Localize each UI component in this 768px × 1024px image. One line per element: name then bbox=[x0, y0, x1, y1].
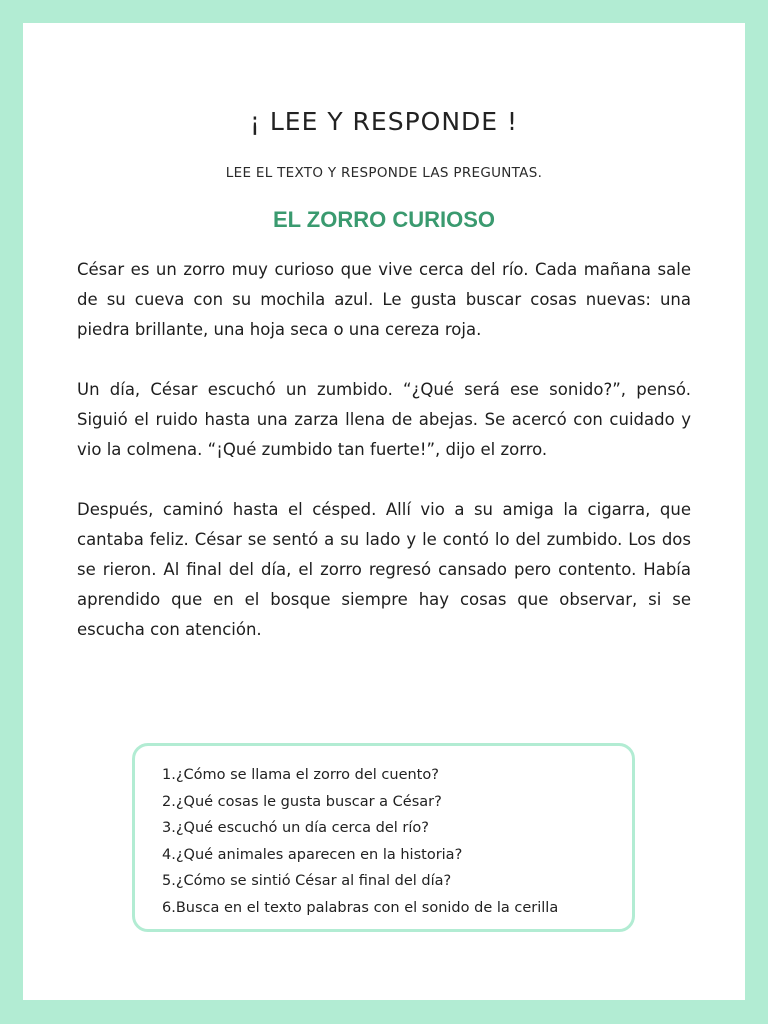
question-4: 4.¿Qué animales aparecen en la historia? bbox=[162, 846, 463, 863]
instruction-text: LEE EL TEXTO Y RESPONDE LAS PREGUNTAS. bbox=[225, 165, 543, 181]
questions-list bbox=[162, 762, 622, 922]
page-title: ¡ LEE Y RESPONDE ! bbox=[249, 107, 519, 136]
question-5: 5.¿Cómo se sintió César al final del día? bbox=[162, 873, 452, 890]
question-3: 3.¿Qué escuchó un día cerca del río? bbox=[162, 820, 429, 837]
question-2: 2.¿Qué cosas le gusta buscar a César? bbox=[162, 793, 442, 810]
questions-box bbox=[132, 743, 635, 932]
story-text bbox=[77, 255, 691, 675]
story-paragraph-3: Después, caminó hasta el césped. Allí vio a su amiga la cigarra, que cantaba feliz. César se sentó a su lado y le contó lo del zumbido. Los dos se rieron. Al final del día, el zorro regresó cansado pero contento. Había aprendido que en el bosque siempre hay cosas que observar, si se escucha con atención. bbox=[77, 500, 691, 639]
story-title: EL ZORRO CURIOSO bbox=[272, 207, 496, 232]
story-paragraph-2: Un día, César escuchó un zumbido. “¿Qué será ese sonido?”, pensó. Siguió el ruido hasta una zarza llena de abejas. Se acercó con cuidado y vio la colmena. “¡Qué zumbido tan fuerte!”, dijo el zorro. bbox=[77, 380, 691, 459]
question-1: 1.¿Cómo se llama el zorro del cuento? bbox=[162, 767, 439, 783]
worksheet-page bbox=[23, 23, 745, 1000]
question-6: 6.Busca en el texto palabras con el sonido de la cerilla bbox=[162, 899, 559, 916]
story-paragraph-1: César es un zorro muy curioso que vive cerca del río. Cada mañana sale de su cueva con su mochila azul. Le gusta buscar cosas nuevas: una piedra brillante, una hoja seca o una cereza roja. bbox=[77, 260, 691, 339]
